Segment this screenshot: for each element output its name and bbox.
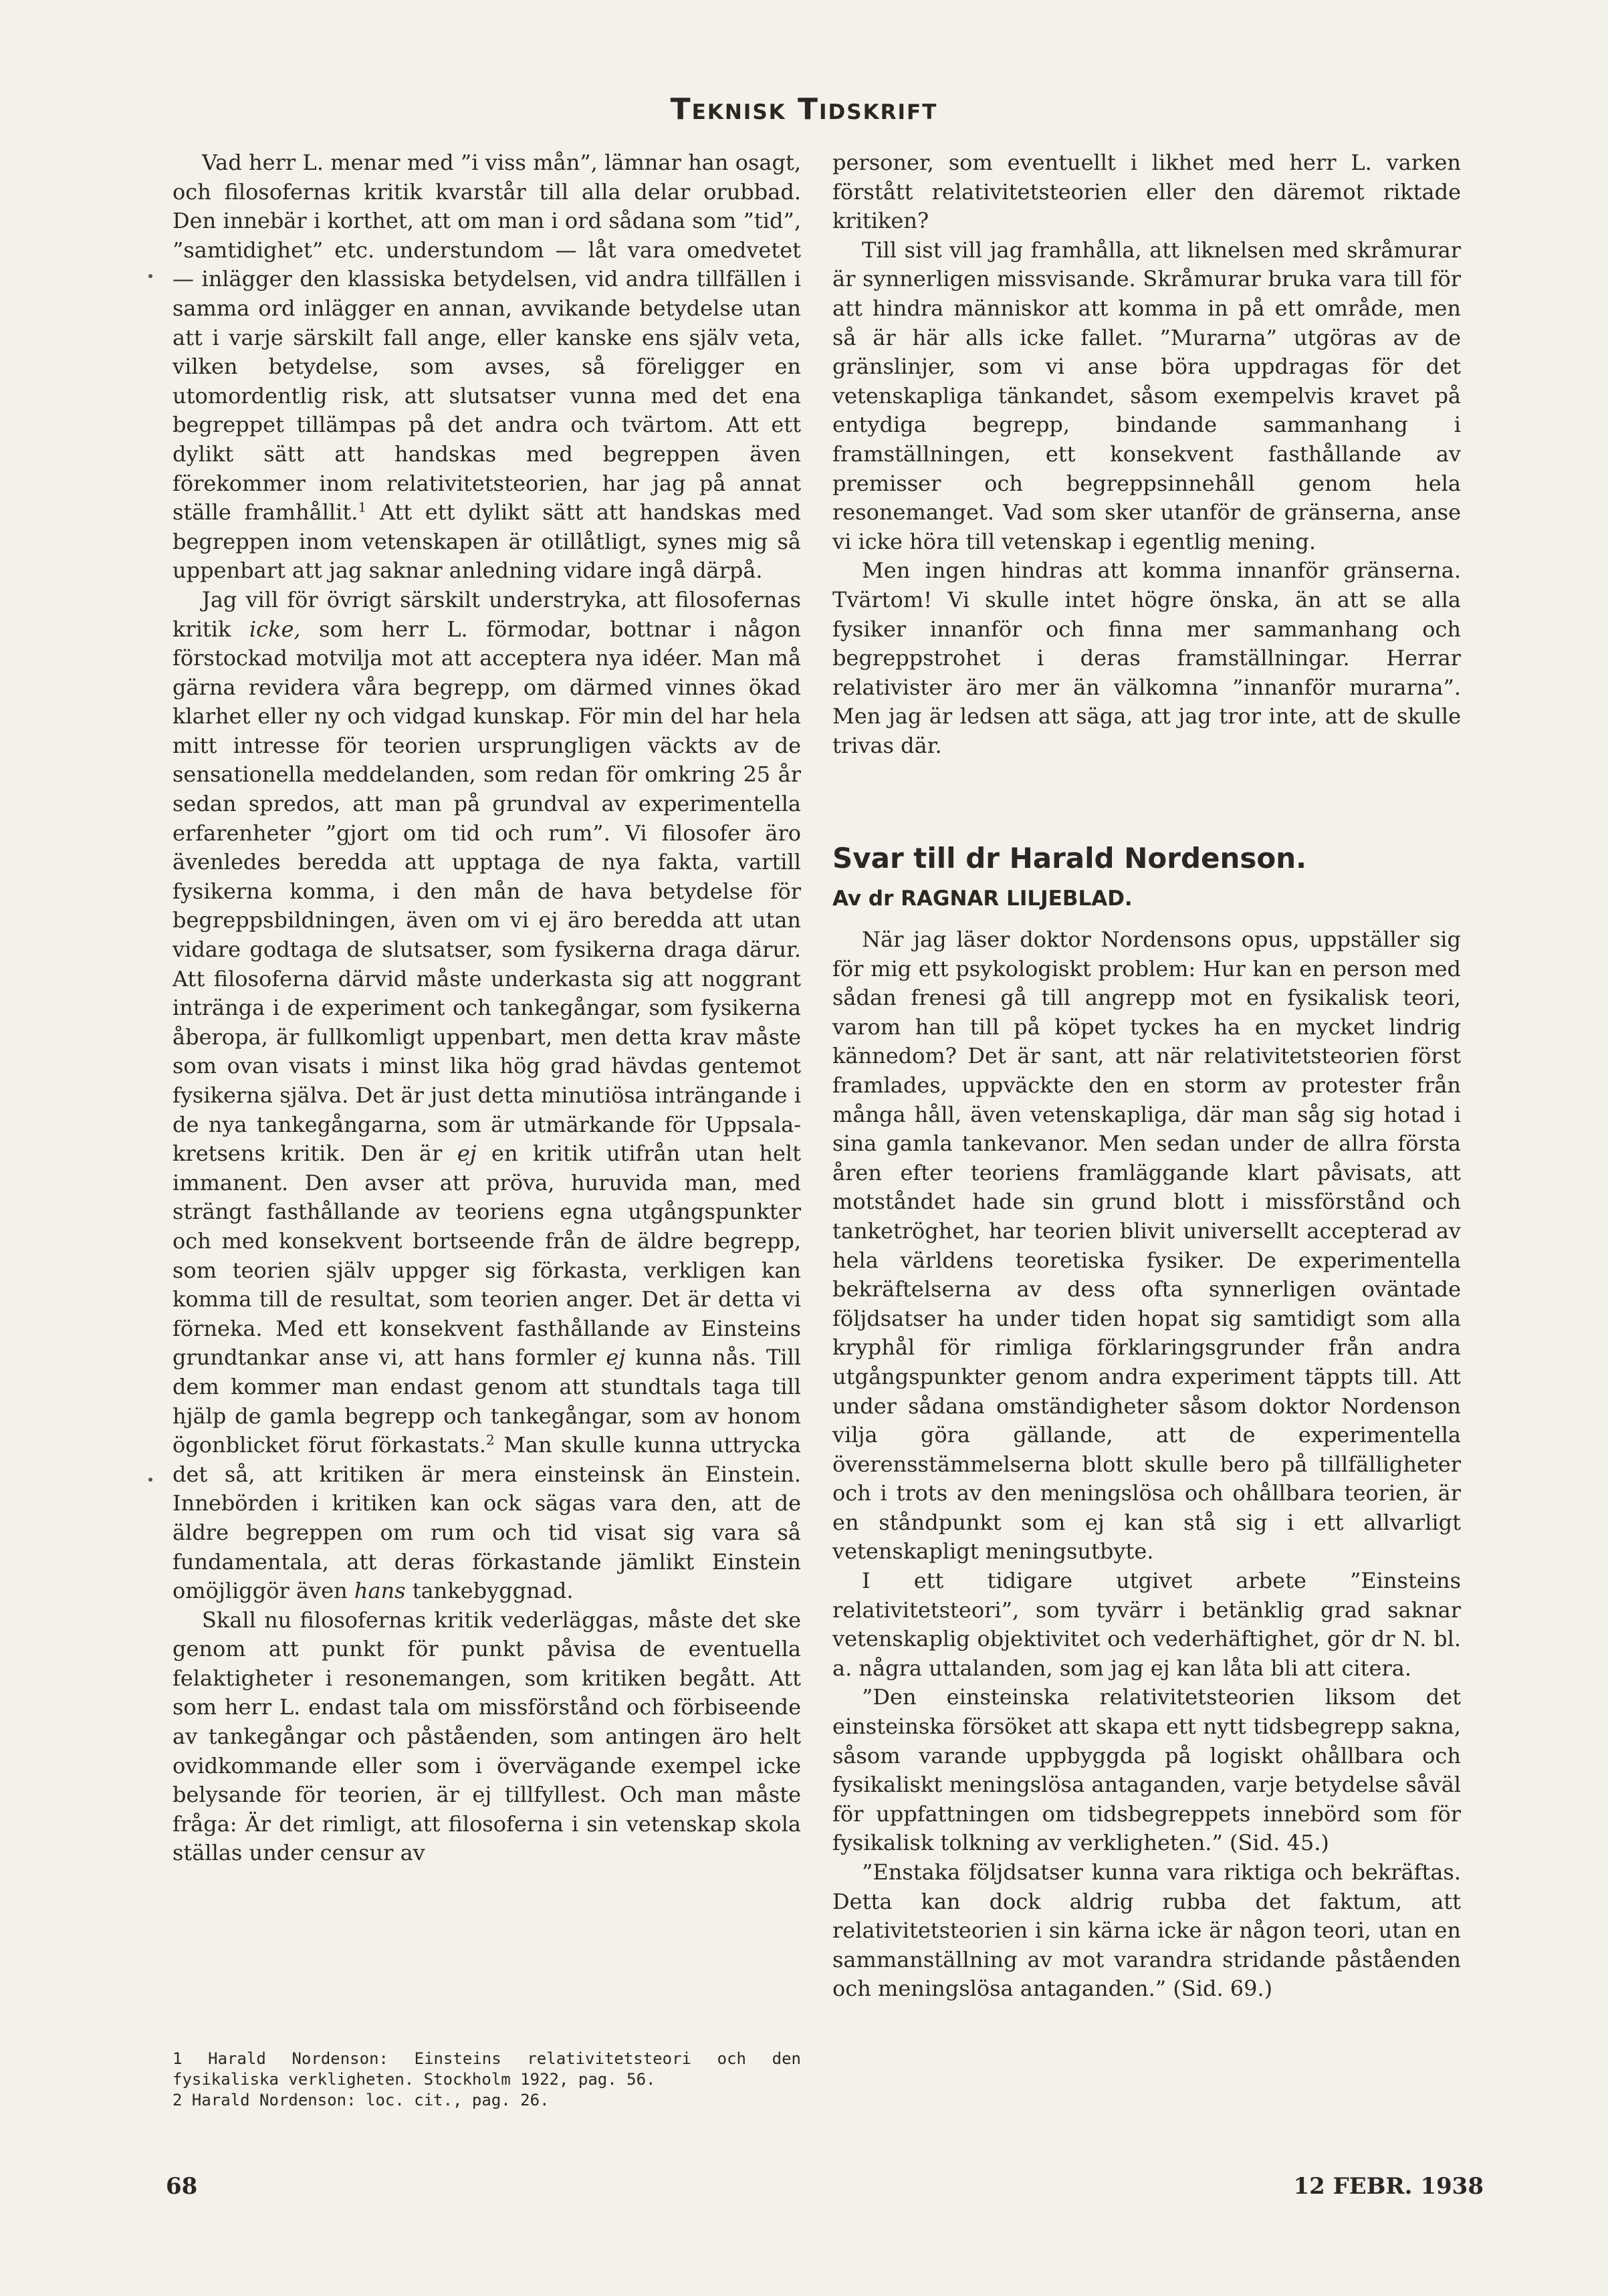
article-byline: Av dr RAGNAR LILJEBLAD. (832, 887, 1133, 911)
paragraph (173, 148, 801, 586)
emphasis: icke, (249, 616, 301, 642)
margin-mark (148, 1478, 152, 1482)
footnote-mark: 2 (486, 1431, 495, 1448)
footnote-number: 1 (173, 2049, 183, 2068)
footnote (173, 2049, 801, 2090)
quote-paragraph: ”Den einsteinska relativitetsteorien liksom det einsteinska försöket att skapa ett nytt tidsbegrepp sakna, såsom varande uppbyggda på logiskt ohållbara och fysikaliskt meningslösa antaganden, varje betydelse såväl för uppfattningen om tidsbegreppets innebörd som för fysikalisk tolkning av verkligheten.” (Sid. 45.) (832, 1684, 1461, 1856)
margin-mark (148, 274, 152, 278)
paragraph: personer, som eventuellt i likhet med herr L. varken förstått relativitetsteorien eller den däremot riktade kritiken? (832, 150, 1461, 234)
footnote-mark: 1 (358, 499, 367, 515)
journal-header: Teknisk Tidskrift (670, 92, 938, 126)
right-column (832, 148, 1461, 760)
article-title: Svar till dr Harald Nordenson. (832, 842, 1307, 875)
left-column (173, 148, 801, 1868)
paragraph: När jag läser doktor Nordensons opus, uppställer sig för mig ett psykologiskt problem: Hur kan en person med sådan frenesi gå till angrepp mot en fysikalisk teori, varom han till på köpet tyckes ha en mycket lindrig kännedom? Det är sant, att när relativitetsteorien först framlades, uppväckte den en storm av protester från många håll, även vetenskapliga, där man såg sig hotad i sina gamla tankevanor. Men sedan under de allra första åren efter teoriens framläggande klart påvisats, att motståndet hade sin grund blott i missförstånd och tanketröghet, har teorien blivit universellt accepterad av hela världens teoretiska fysiker. De experimentella bekräftelserna av dess ofta synnerligen oväntade följdsatser ha under tiden hopat sig samtidigt som alla kryphål för rimliga förklaringsgrunder från andra utgångspunkter genom andra experiment täppts till. Att under sådana omständigheter såsom doktor Nordenson vilja göra gällande, att de experimentella överensstämmelserna blott skulle bero på tillfälligheter och i trots av den meningslösa och ohållbara teorien, är en ståndpunkt som ej kan stå sig i ett allvarligt vetenskapligt meningsutbyte. (832, 927, 1461, 1565)
emphasis: ej (606, 1345, 626, 1371)
paragraph: I ett tidigare utgivet arbete ”Einsteins relativitetsteori”, som tyvärr i betänklig grad saknar vetenskaplig objektivitet och vederhäftighet, gör dr N. bl. a. några uttalanden, som jag ej kan låta bli att citera. (832, 1568, 1461, 1681)
paragraph: Men ingen hindras att komma innanför gränserna. Tvärtom! Vi skulle intet högre önska, än att se alla fysiker innanför och finna mer sammanhang och begreppstrohet i deras framställningar. Herrar relativister äro mer än välkomna ”innanför murarna”. Men jag är ledsen att säga, att jag tror inte, att de skulle trivas där. (832, 558, 1461, 758)
text-run: Jag vill för övrigt särskilt understryka, att filosofernas kritik (173, 586, 801, 642)
paragraph: Till sist vill jag framhålla, att liknelsen med skråmurar är synnerligen missvisande. Skråmurar bruka vara till för att hindra människor att komma in på ett område, men så är här alls icke fallet. ”Murarna” utgöras av de gränslinjer, som vi anse böra uppdragas för det vetenskapliga tänkandet, såsom exempelvis kravet på entydiga begrepp, bindande sammanhang i framställningen, ett konsekvent fasthållande av premisser och begreppsinnehåll genom hela resonemanget. Vad som sker utanför de gränserna, anse vi icke höra till vetenskap i egentlig mening. (832, 237, 1461, 554)
issue-date: 12 FEBR. 1938 (1293, 2173, 1484, 2200)
text-run: som herr L. förmodar, bottnar i någon förstockad motvilja mot att acceptera nya idéer. Man må gärna revidera våra begrepp, om därmed vinnes ökad klarhet eller ny och vidgad kunskap. För min del har hela mitt intresse för teorien ursprungligen väckts av de sensationella meddelanden, som redan för omkring 25 år sedan spredos, att man på grundval av experimentella erfarenheter ”gjort om tid och rum”. Vi filosofer äro ävenledes beredda att upptaga de nya fakta, vartill fysikerna komma, i den mån de hava betydelse för begreppsbildningen, även om vi ej äro beredda att utan vidare godtaga de slutsatser, som fysikerna draga därur. Att filosoferna därvid måste underkasta sig att noggrant intränga i de experiment och tankegångar, som fysikerna åberopa, är fullkomligt uppenbart, men detta krav måste som ovan visats i minst lika hög grad hävdas gentemot fysikerna själva. Det är just detta minutiösa inträngande i de nya tankegångarna, som är utmärkande för Uppsala-kretsens kritik. Den är (173, 616, 802, 1167)
footnote (173, 2090, 801, 2111)
text-run: Att ett dylikt sätt att handskas med begreppen inom vetenskapen är otillåtligt, synes mig så uppenbart att jag saknar anledning vidare ingå därpå. (173, 499, 802, 584)
text-run: Vad herr L. menar med ”i viss mån”, lämnar han osagt, och filosofernas kritik kvarstår till alla delar orubbad. Den innebär i korthet, att om man i ord sådana som ”tid”, ”samtidighet” etc. understundom — låt vara omedvetet — inlägger den klassiska betydelsen, vid andra tillfällen i samma ord inlägger en annan, avvikande betydelse utan att i varje särskilt fall ange, eller kanske ens själv veta, vilken betydelse, som avses, så föreligger en utomordentlig risk, att slutsatser vunna med det ena begreppet tillämpas på det andra och tvärtom. Att ett dylikt sätt att handskas med begreppen även förekommer inom relativitetsteorien, har jag på annat ställe framhållit. (173, 150, 801, 526)
footnotes (173, 2049, 801, 2111)
emphasis: hans (354, 1578, 406, 1604)
text-run: kunna nås. Till dem kommer man endast genom att stundtals taga till hjälp de gamla begrepp och tankegångar, som av honom ögonblicket förut förkastats. (173, 1345, 802, 1458)
text-run: en kritik utifrån utan helt immanent. Den avser att pröva, huruvida man, med strängt fasthållande av teoriens egna utgångspunkter och med konsekvent bortseende från de äldre begrepp, som teorien själv uppger sig förkasta, verkligen kan komma till de resultat, som teorien anger. Det är detta vi förneka. Med ett konsekvent fasthållande av Einsteins grundtankar anse vi, att hans formler (173, 1141, 802, 1371)
quote-paragraph: ”Enstaka följdsatser kunna vara riktiga och bekräftas. Detta kan dock aldrig rubba det faktum, att relativitetsteorien i sin kärna icke är någon teori, utan en sammanställning av mot varandra stridande påståenden och meningslösa antaganden.” (Sid. 69.) (832, 1859, 1461, 2002)
paragraph (173, 586, 801, 1606)
paragraph: Skall nu filosofernas kritik vederläggas, måste det ske genom att punkt för punkt påvisa de eventuella felaktigheter i resonemangen, som kritiken begått. Att som herr L. endast tala om missförstånd och förbiseende av tankegångar och påståenden, som antingen äro helt ovidkommande eller som i övervägande exempel icke belysande för teorien, är ej tillfyllest. Och man måste fråga: Är det rimligt, att filosoferna i sin vetenskap skola ställas under censur av (173, 1607, 801, 1866)
emphasis: ej (457, 1141, 477, 1167)
footnote-number: 2 (173, 2091, 183, 2109)
footnote-text: Harald Nordenson: Einsteins relativitetsteori och den fysikaliska verkligheten. Stockholm 1922, pag. 56. (173, 2049, 802, 2089)
article-body (832, 925, 1461, 2004)
text-run: tankebyggnad. (412, 1578, 574, 1604)
footnote-text: Harald Nordenson: loc. cit., pag. 26. (191, 2091, 550, 2109)
text-run: Man skulle kunna uttrycka det så, att kritiken är mera einsteinsk än Einstein. Innebörden i kritiken kan ock sägas vara den, att de äldre begreppen om rum och tid visat sig vara så fundamentala, att deras förkastande jämlikt Einstein omöjliggör även (173, 1432, 801, 1604)
page-number: 68 (166, 2173, 198, 2200)
